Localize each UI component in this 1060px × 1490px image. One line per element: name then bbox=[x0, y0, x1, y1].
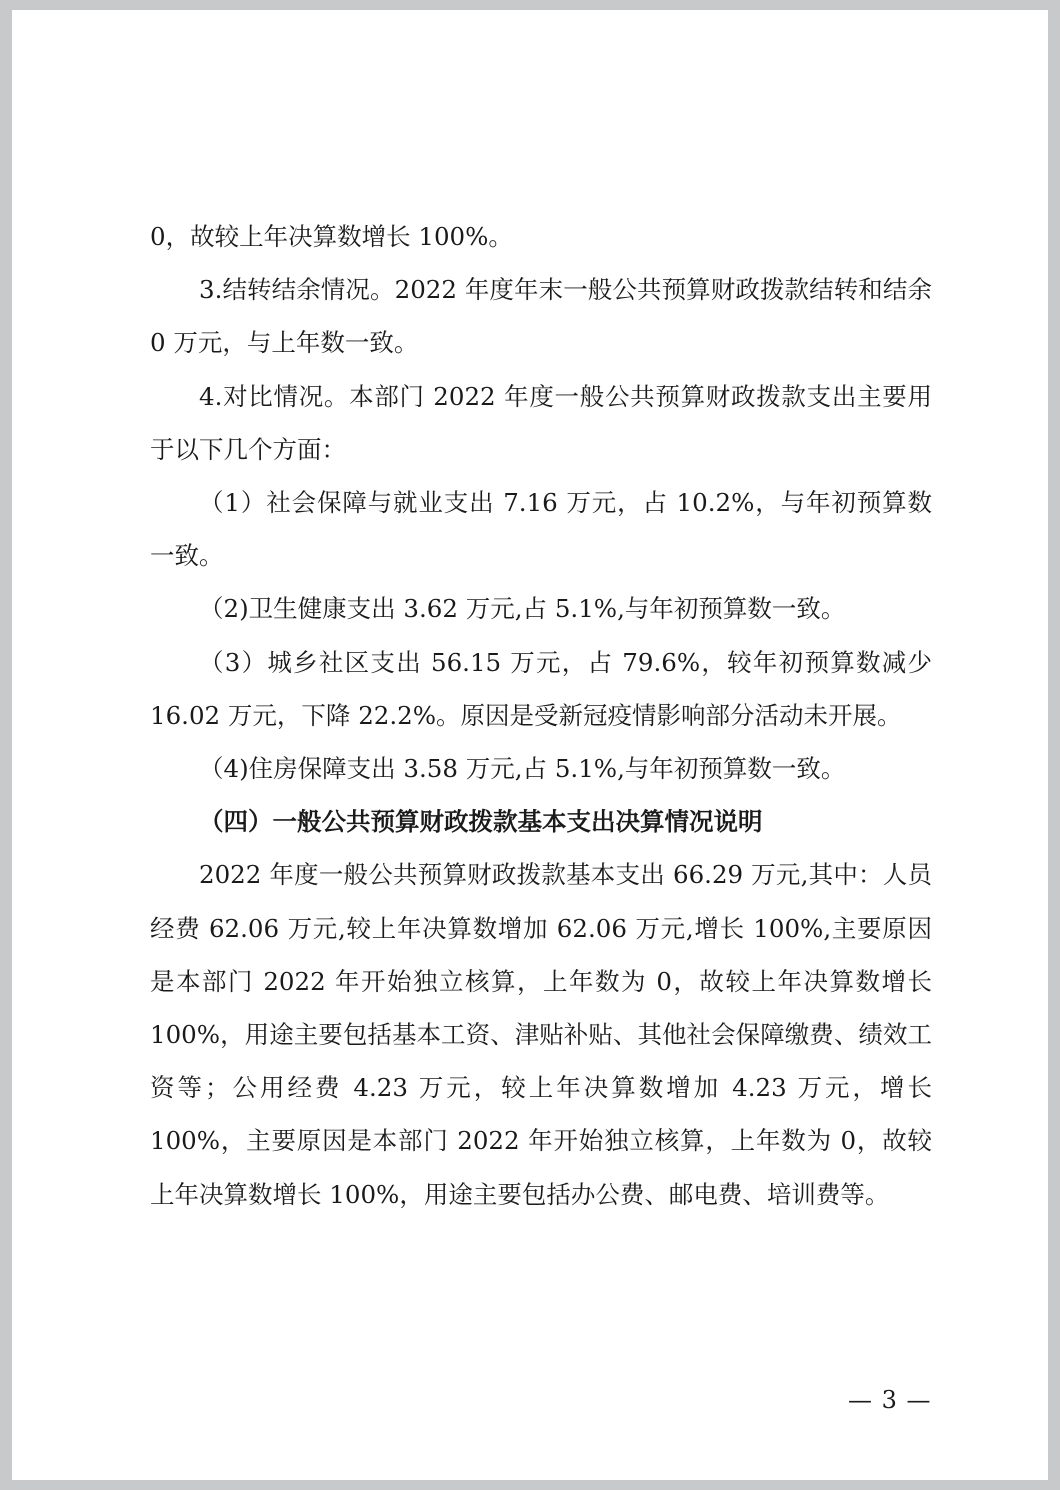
paragraph-urban-rural-community: （3）城乡社区支出 56.15 万元，占 79.6%，较年初预算数减少 16.02 万元，下降 22.2%。原因是受新冠疫情影响部分活动未开展。 bbox=[150, 647, 932, 730]
paragraph-basic-expenditure: 2022 年度一般公共预算财政拨款基本支出 66.29 万元,其中：人员经费 62.06 万元,较上年决算数增加 62.06 万元,增长 100%,主要原因是本部门 2022 年开始独立核算，上年数为 0，故较上年决算数增长 100%，用途主要包括基本工资、津贴补贴、其他社会保障缴费、绩效工资等；公用经费 4.23 万元，较上年决算数增加 4.23 万元，增长 100%，主要原因是本部门 2022 年开始独立核算，上年数为 0，故较上年决算数增长 100%，用途主要包括办公费、邮电费、培训费等。 bbox=[150, 860, 932, 1209]
paragraph-comparison: 4.对比情况。本部门 2022 年度一般公共预算财政拨款支出主要用于以下几个方面： bbox=[150, 381, 932, 464]
paragraph-housing: （4)住房保障支出 3.58 万元,占 5.1%,与年初预算数一致。 bbox=[199, 754, 846, 784]
paragraph-continuation: 0，故较上年决算数增长 100%。 bbox=[150, 222, 513, 251]
document-page bbox=[12, 10, 1048, 1480]
section-heading: （四）一般公共预算财政拨款基本支出决算情况说明 bbox=[199, 807, 763, 837]
document-body bbox=[150, 210, 932, 1221]
paragraph-carryover-balance: 3.结转结余情况。2022 年度年末一般公共预算财政拨款结转和结余 0 万元，与上年数一致。 bbox=[150, 275, 932, 358]
paragraph-health: （2)卫生健康支出 3.62 万元,占 5.1%,与年初预算数一致。 bbox=[199, 594, 846, 624]
paragraph-social-security: （1）社会保障与就业支出 7.16 万元，占 10.2%，与年初预算数一致。 bbox=[150, 488, 932, 571]
page-number: — 3 — bbox=[848, 1386, 932, 1414]
